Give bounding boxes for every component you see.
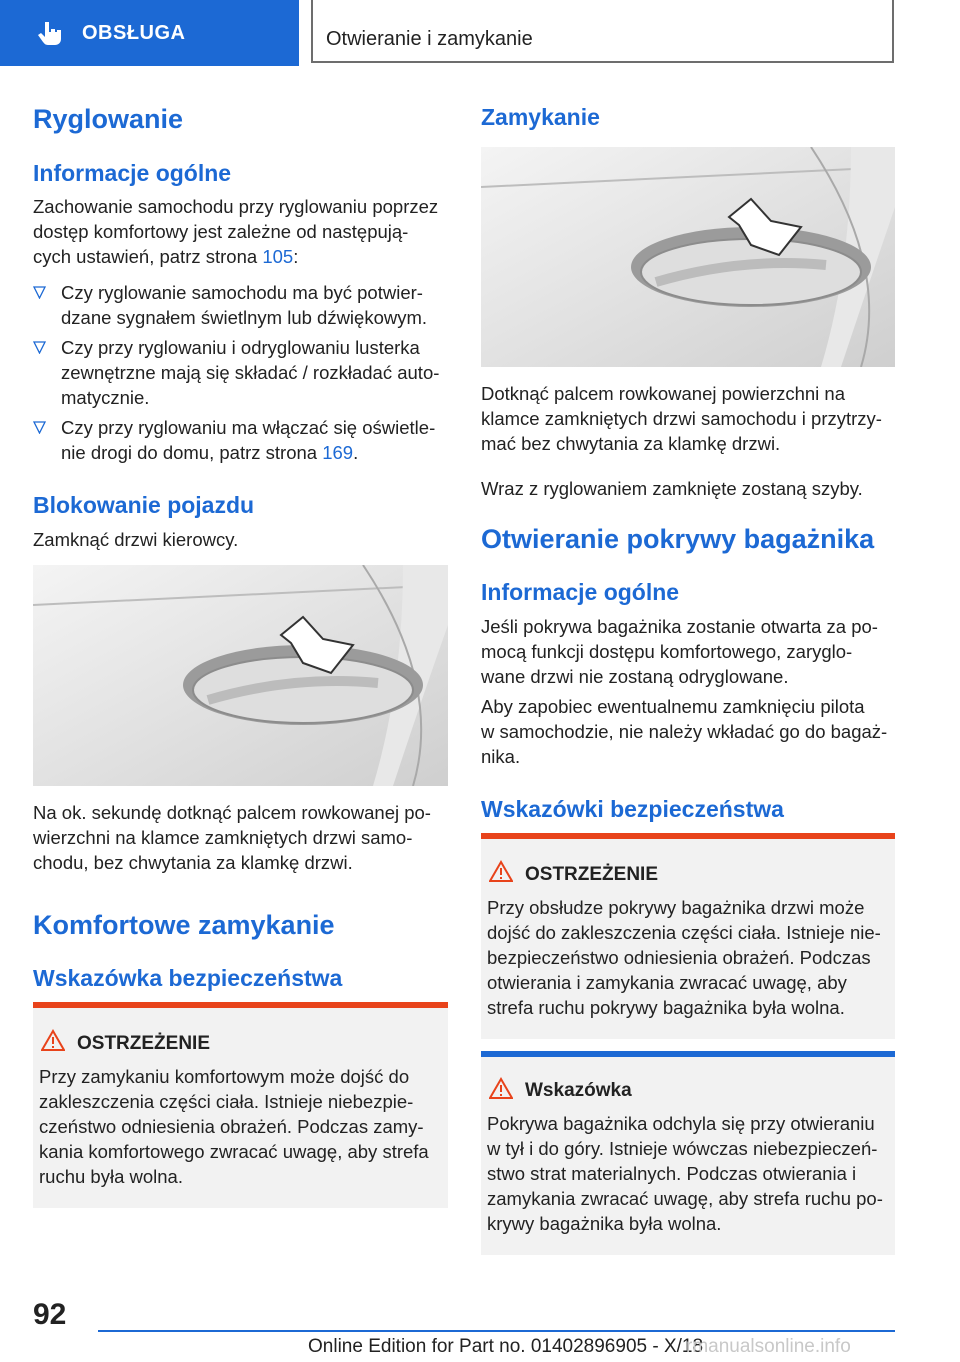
heading-zamykanie: Zamykanie — [481, 104, 600, 130]
warning-text: Przy zamykaniu komfortowym może dojść do zakleszczenia części ciała. Istnieje niebezpie- czeństwo odniesienia obrażeń. Podczas zamy- kania komfortowego zwracać uwagę, aby strefa ruchu była wolna. — [39, 1066, 429, 1187]
warning-title: OSTRZEŻENIE — [525, 864, 659, 885]
list-item-line: nie drogi do domu, patrz strona 169. — [61, 442, 359, 463]
list-item-line: Czy ryglowanie samochodu ma być potwier- — [61, 282, 423, 303]
warning-title: OSTRZEŻENIE — [77, 1033, 211, 1054]
warning-bar — [481, 833, 895, 839]
footer-divider — [98, 1330, 895, 1332]
heading-informacje-ogolne: Informacje ogólne — [481, 579, 680, 605]
hand-icon — [36, 19, 64, 47]
info-line: nika. — [481, 746, 521, 767]
info-line: Jeśli pokrywa bagażnika zostanie otwarta za po- — [481, 616, 878, 637]
list-item-line: Czy przy ryglowaniu ma włączać się oświetle- — [61, 417, 436, 438]
heading-ryglowanie: Ryglowanie — [33, 104, 184, 134]
info-line: dostęp komfortowy jest zależne od następują- — [33, 221, 409, 242]
list-item-line: dzane sygnałem świetlnym lub dźwiękowym. — [61, 307, 428, 328]
heading-wskazowki-bezpieczenstwa: Wskazówki bezpieczeństwa — [481, 796, 784, 822]
page-link[interactable]: 169 — [322, 442, 354, 463]
page-number: 92 — [33, 1298, 67, 1331]
page-link[interactable]: 105 — [262, 246, 294, 267]
note-bar — [481, 1051, 895, 1057]
zamykanie-line: Wraz z ryglowaniem zamknięte zostaną szyby. — [481, 478, 863, 499]
warning-text: Przy obsłudze pokrywy bagażnika drzwi może dojść do zakleszczenia części ciała. Istnieje nie- bezpieczeństwo odniesienia obrażeń. Podczas otwierania i zamykania zwracać uwagę, aby strefa ruchu pokrywy bagażnika była wolna. — [487, 897, 881, 1018]
section-tab-label: OBSŁUGA — [82, 21, 186, 44]
info-line: Zachowanie samochodu przy ryglowaniu poprzez — [33, 196, 439, 217]
zamykanie-line: mać bez chwytania za klamkę drzwi. — [481, 433, 781, 454]
heading-informacje-ogolne: Informacje ogólne — [33, 160, 232, 186]
photo-caption-line: wierzchni na klamce zamkniętych drzwi samo- — [33, 827, 413, 848]
heading-komfortowe-zamykanie: Komfortowe zamykanie — [33, 910, 335, 940]
note-text: Pokrywa bagażnika odchyla się przy otwieraniu w tył i do góry. Istnieje wówczas niebezpieczeń- stwo strat materialnych. Podczas otwierania i zamykania zwracać uwagę, aby strefa ruchu po- krywy bagażnika była wolna. — [487, 1113, 883, 1234]
edition-text: Online Edition for Part no. 01402896905 - X/18 — [308, 1336, 704, 1357]
photo-caption-line: chodu, bez chwytania za klamkę drzwi. — [33, 852, 353, 873]
warning-triangle-icon — [489, 1077, 513, 1099]
note-box — [481, 1051, 895, 1255]
warning-triangle-icon — [41, 1029, 65, 1051]
heading-wskazowka-bezpieczenstwa: Wskazówka bezpieczeństwa — [33, 965, 343, 991]
zamykanie-line: Dotknąć palcem rowkowanej powierzchni na — [481, 383, 846, 404]
info-line: w samochodzie, nie należy wkładać go do bagaż- — [481, 721, 888, 742]
zamykanie-line: klamce zamkniętych drzwi samochodu i przytrzy- — [481, 408, 882, 429]
warning-bar — [33, 1002, 448, 1008]
photo-caption-line: Na ok. sekundę dotknąć palcem rowkowanej po- — [33, 802, 431, 823]
list-item-line: matycznie. — [61, 387, 150, 408]
heading-otwieranie: Otwieranie pokrywy bagażnika — [481, 524, 875, 554]
door-handle-photo — [33, 565, 448, 786]
info-line: mocą funkcji dostępu komfortowego, zaryglo- — [481, 641, 853, 662]
list-item-line: zewnętrzne mają się składać / rozkładać auto- — [61, 362, 440, 383]
warning-box — [33, 1002, 448, 1208]
chapter-title: Otwieranie i zamykanie — [326, 28, 533, 50]
warning-box — [481, 833, 895, 1039]
info-line: cych ustawień, patrz strona 105: — [33, 246, 299, 267]
triangle-bullet-icon — [33, 286, 46, 299]
note-title: Wskazówka — [525, 1080, 632, 1101]
section-tab — [0, 0, 299, 66]
door-handle-photo — [481, 147, 895, 367]
triangle-bullet-icon — [33, 421, 46, 434]
info-line: Aby zapobiec ewentualnemu zamknięciu pilota — [481, 696, 865, 717]
heading-blokowanie: Blokowanie pojazdu — [33, 492, 255, 518]
triangle-bullet-icon — [33, 341, 46, 354]
watermark: rmanualsonline.info — [686, 1336, 851, 1357]
info-line: wane drzwi nie zostaną odryglowane. — [481, 666, 789, 687]
warning-triangle-icon — [489, 860, 513, 882]
blokowanie-text: Zamknąć drzwi kierowcy. — [33, 529, 239, 550]
list-item-line: Czy przy ryglowaniu i odryglowaniu lusterka — [61, 337, 420, 358]
